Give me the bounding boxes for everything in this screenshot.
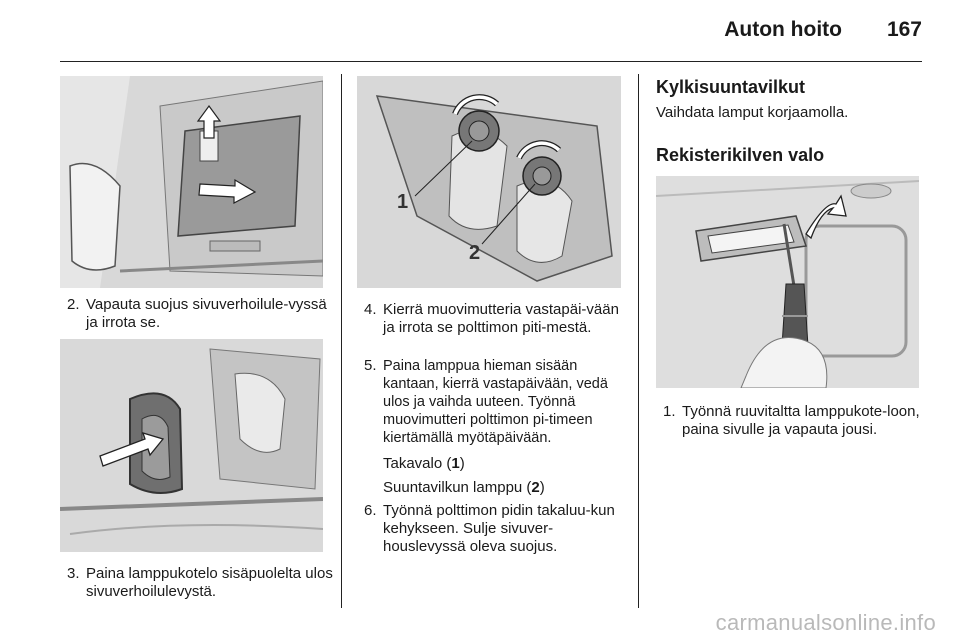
step-5: 5. Paina lamppua hieman sisään kantaan, kierrä vastapäivään, vedä ulos ja vaihda uuteen. Työnnä muovimutteri polttimon pi-timeen kiertämällä myötäpäivään. — [364, 357, 608, 446]
takavalo-note: Takavalo (1) — [383, 455, 465, 472]
column-divider-1 — [341, 74, 342, 608]
callout-label-1: 1 — [397, 191, 409, 213]
page-number: 167 — [886, 18, 922, 41]
step-1: 1. Työnnä ruuvitaltta lamppukote-loon, paina sivulle ja vapauta jousi. — [663, 403, 920, 438]
callout-label-2: 2 — [469, 242, 481, 264]
column-divider-2 — [638, 74, 639, 608]
step-6: 6. Työnnä polttimon pidin takaluu-kun kehykseen. Sulje sivuver-houslevyssä oleva suojus. — [364, 502, 615, 555]
suuntavilkku-note: Suuntavilkun lamppu (2) — [383, 479, 545, 496]
figure-lamp-housing — [60, 339, 323, 552]
figure-bulb-holders — [357, 76, 621, 288]
header-rule — [60, 61, 922, 62]
para-kylkisuuntavilkut: Vaihdata lamput korjaamolla. — [656, 104, 849, 121]
figure-license-plate-light — [656, 176, 919, 388]
step-2: 2. Vapauta suojus sivuverhoilule-vyssä ja irrota se. — [67, 296, 327, 331]
step-4: 4. Kierrä muovimutteria vastapäi-vään ja irrota se polttimon piti-mestä. — [364, 301, 619, 336]
watermark: carmanualsonline.info — [715, 610, 936, 635]
step-3: 3. Paina lamppukotelo sisäpuolelta ulos sivuverhoilulevystä. — [67, 565, 333, 600]
figure-trunk-cover — [60, 76, 323, 288]
page-header-title: Auton hoito — [724, 18, 842, 41]
heading-kylkisuuntavilkut: Kylkisuuntavilkut — [656, 77, 806, 97]
heading-rekisterikilven-valo: Rekisterikilven valo — [656, 145, 825, 165]
